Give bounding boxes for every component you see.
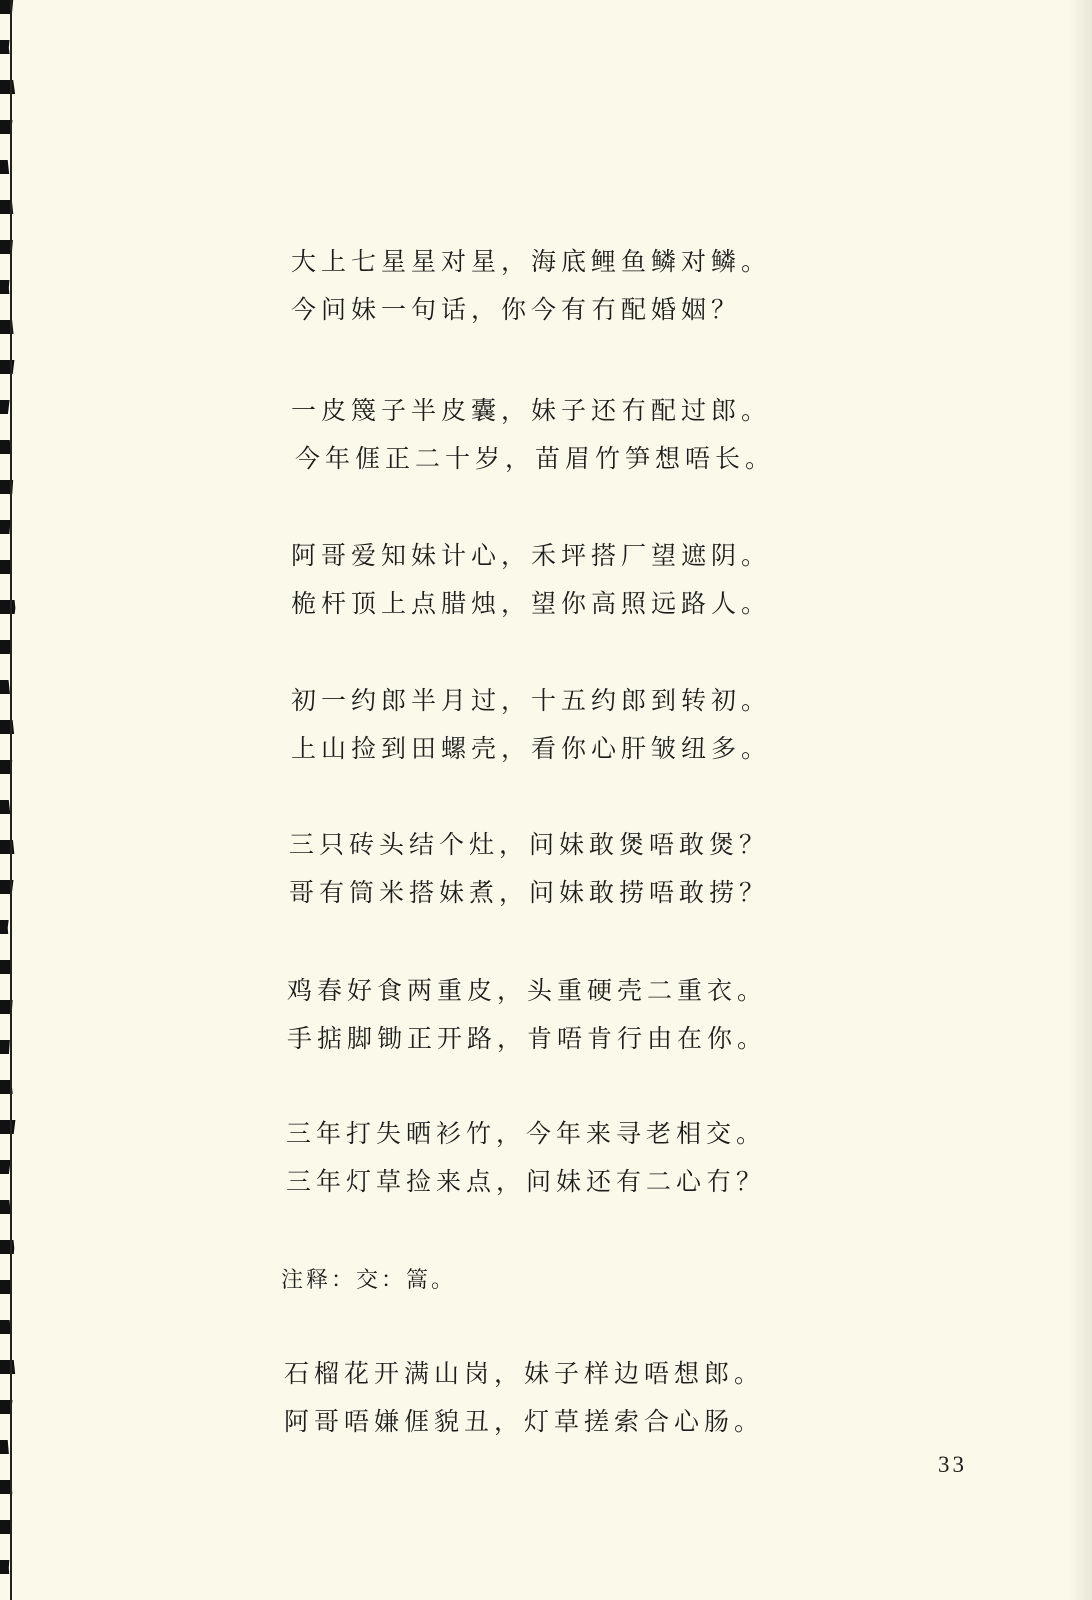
poem-line: 上山捡到田螺壳，看你心肝皱纽多。 xyxy=(291,734,772,763)
poem-line: 三年灯草捡来点，问妹还有二心冇？ xyxy=(286,1167,767,1196)
page-number: 33 xyxy=(938,1452,967,1477)
poem-line: 手掂脚锄正开路，肯唔肯行由在你。 xyxy=(287,1024,768,1053)
poem-line: 三只砖头结个灶，问妹敢煲唔敢煲？ xyxy=(289,830,770,859)
poem-line: 石榴花开满山岗，妹子样边唔想郎。 xyxy=(284,1359,765,1388)
poem-line: 阿哥唔嫌𠊎貌丑，灯草搓索合心肠。 xyxy=(284,1407,765,1436)
poem-line: 鸡春好食两重皮，头重硬壳二重衣。 xyxy=(287,976,768,1005)
annotation-note: 注释：交：篙。 xyxy=(281,1268,457,1293)
poem-line: 大上七星星对星，海底鲤鱼鳞对鳞。 xyxy=(291,247,772,276)
poem-line: 初一约郎半月过，十五约郎到转初。 xyxy=(291,686,772,715)
poem-line: 今问妹一句话，你今有冇配婚姻？ xyxy=(291,295,742,324)
poem-line: 桅杆顶上点腊烛，望你高照远路人。 xyxy=(291,589,772,618)
poem-line: 一皮篾子半皮囊，妹子还冇配过郎。 xyxy=(291,396,772,425)
poem-line: 阿哥爱知妹计心，禾坪搭厂望遮阴。 xyxy=(291,541,772,570)
poem-line: 今年𠊎正二十岁，苗眉竹笋想唔长。 xyxy=(295,444,776,473)
poem-line: 哥有筒米搭妹煮，问妹敢捞唔敢捞？ xyxy=(289,878,770,907)
poem-line: 三年打失晒衫竹，今年来寻老相交。 xyxy=(286,1119,767,1148)
